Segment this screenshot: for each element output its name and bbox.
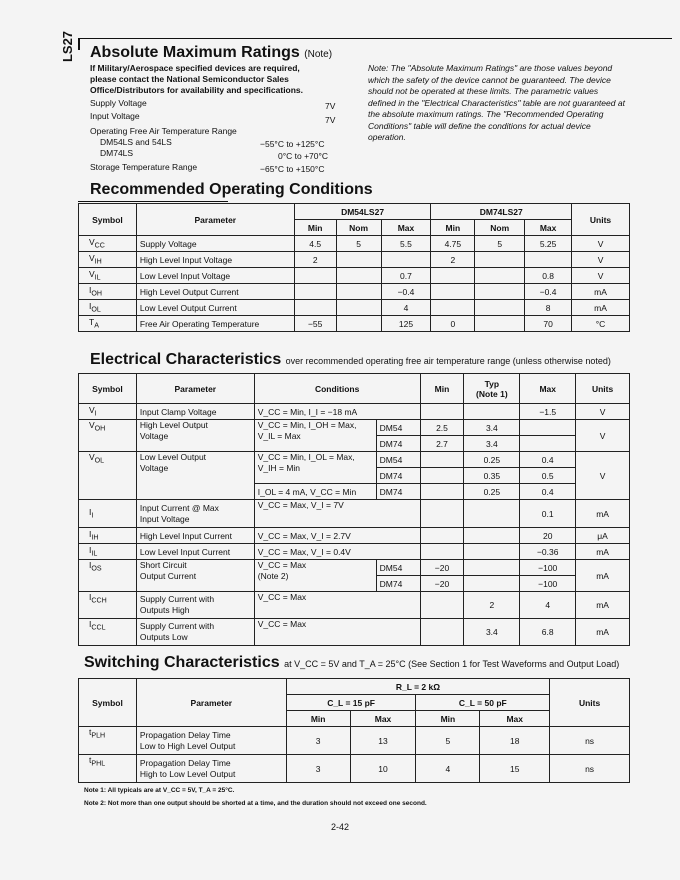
roc-header-dm74: DM74LS27 [431,204,572,220]
typ-cell: 0.35 [464,468,520,484]
rating-value: 0°C to +70°C [278,151,329,161]
condition-cell: I_OL = 4 mA, V_CC = Min [254,484,376,500]
sw-table [78,678,630,783]
table-row [79,755,630,783]
units-cell: mA [576,619,630,646]
typ-cell [464,544,520,560]
value-cell: 5.25 [525,236,572,252]
rating-value: 7V [325,101,336,111]
parameter-cell: Low Level Input Voltage [136,268,294,284]
units-cell: V [572,252,630,268]
condition-cell: V_CC = Min, I_OH = Max, V_IL = Max [254,420,376,452]
table-row [79,544,630,560]
symbol-cell: $I_{OH}$ [79,284,137,300]
value-cell: −0.4 [525,284,572,300]
sw-header-cl50: C_L = 50 pF [416,695,550,711]
table-row [79,528,630,544]
value-cell: 5 [475,236,525,252]
parameter-cell: Input Clamp Voltage [136,404,254,420]
symbol-cell: $V_I$ [79,404,137,420]
parameter-cell: High Level Input Current [136,528,254,544]
ec-header-symbol: Symbol [79,374,137,404]
symbol-cell: $I_{IL}$ [79,544,137,560]
device-cell: DM74 [376,436,420,452]
typ-cell: 0.25 [464,484,520,500]
mil-text-2: please contact the National Semiconductor Sales [90,74,289,84]
max-cell [520,436,576,452]
condition-cell: V_CC = Max [254,592,420,619]
device-cell: DM74 [376,468,420,484]
max-cell: 0.4 [520,484,576,500]
min-cell [420,484,464,500]
max-cell: 0.5 [520,468,576,484]
parameter-cell: Short Circuit Output Current [136,560,254,592]
value-cell: 0.8 [525,268,572,284]
ec-table [78,373,630,646]
condition-cell: V_CC = Max, V_I = 0.4V [254,544,420,560]
value-cell [525,252,572,268]
sw-header-min: Min [286,711,350,727]
device-cell: DM74 [376,484,420,500]
units-cell: V [576,404,630,420]
units-cell: mA [576,500,630,528]
value-cell [381,252,431,268]
footnote-2: Note 2: Not more than one output should be shorted at a time, and the duration should not exceed one second. [84,800,427,807]
typ-cell: 3.4 [464,420,520,436]
value-cell: 0 [431,316,475,332]
symbol-cell: $I_{CCL}$ [79,619,137,646]
roc-header-max: Max [381,220,431,236]
min-cell: −20 [420,576,464,592]
ec-header-max: Max [520,374,576,404]
rating-label: DM54LS and 54LS [100,137,172,147]
sw-header-rl: R_L = 2 kΩ [286,679,549,695]
value-cell [431,300,475,316]
value-cell [336,316,381,332]
typ-cell: 3.4 [464,619,520,646]
value-cell [475,300,525,316]
condition-cell: V_CC = Max, V_I = 7V [254,500,420,528]
min-cell: 2.5 [420,420,464,436]
value-cell: 5.5 [381,236,431,252]
parameter-cell: Low Level Input Current [136,544,254,560]
symbol-cell: $V_{CC}$ [79,236,137,252]
units-cell: V [576,452,630,500]
parameter-cell: Supply Current with Outputs High [136,592,254,619]
symbol-cell: $t_{PHL}$ [79,755,137,783]
min-cell: −20 [420,560,464,576]
roc-title: Recommended Operating Conditions [90,181,373,198]
ec-header-typ: Typ (Note 1) [464,374,520,404]
value-cell: 4.5 [294,236,336,252]
value-cell: 4.75 [431,236,475,252]
max-cell: 4 [520,592,576,619]
section-rule [78,201,228,202]
max-cell: 20 [520,528,576,544]
units-cell: mA [576,560,630,592]
condition-cell: V_CC = Min, I_OL = Max, V_IH = Min [254,452,376,484]
value-cell [336,268,381,284]
min-cell [420,544,464,560]
condition-cell: V_CC = Max (Note 2) [254,560,376,592]
min-cell [420,592,464,619]
units-cell: V [576,420,630,452]
table-row [79,619,630,646]
symbol-cell: $V_{OH}$ [79,420,137,452]
min-cell [420,500,464,528]
symbol-cell: $V_{IL}$ [79,268,137,284]
units-cell: ns [550,755,630,783]
parameter-cell: Input Current @ Max Input Voltage [136,500,254,528]
symbol-cell: $I_{CCH}$ [79,592,137,619]
typ-cell [464,500,520,528]
parameter-cell: Supply Voltage [136,236,294,252]
rating-label: Storage Temperature Range [90,162,198,172]
roc-header-min: Min [294,220,336,236]
sw-header-parameter: Parameter [136,679,286,727]
value-cell: 18 [480,727,550,755]
mil-text-1: If Military/Aerospace specified devices are required, [90,63,300,73]
table-row [79,236,630,252]
min-cell [420,468,464,484]
parameter-cell: Propagation Delay Time High to Low Level Output [136,755,286,783]
parameter-cell: High Level Output Current [136,284,294,300]
parameter-cell: Low Level Output Voltage [136,452,254,500]
parameter-cell: Propagation Delay Time Low to High Level Output [136,727,286,755]
typ-cell [464,528,520,544]
typ-cell: 3.4 [464,436,520,452]
max-cell: −0.36 [520,544,576,560]
condition-cell: V_CC = Max [254,619,420,646]
device-cell: DM54 [376,452,420,468]
sw-header-units: Units [550,679,630,727]
value-cell: 8 [525,300,572,316]
parameter-cell: Free Air Operating Temperature [136,316,294,332]
page-number: 2-42 [330,822,349,832]
symbol-cell: $I_I$ [79,500,137,528]
ec-header-min: Min [420,374,464,404]
units-cell: °C [572,316,630,332]
device-cell: DM54 [376,560,420,576]
value-cell: 4 [381,300,431,316]
rating-label: DM74LS [100,148,134,158]
value-cell: 2 [294,252,336,268]
symbol-cell: $I_{OS}$ [79,560,137,592]
units-cell: V [572,236,630,252]
roc-header-min: Min [431,220,475,236]
ec-header-units: Units [576,374,630,404]
condition-cell: V_CC = Max, V_I = 2.7V [254,528,420,544]
typ-cell [464,560,520,576]
table-row [79,284,630,300]
symbol-cell: $I_{IH}$ [79,528,137,544]
parameter-cell: High Level Output Voltage [136,420,254,452]
min-cell [420,404,464,420]
rating-label: Operating Free Air Temperature Range [90,126,237,136]
max-cell: 0.1 [520,500,576,528]
roc-table [78,203,630,332]
value-cell [336,252,381,268]
roc-header-nom: Nom [336,220,381,236]
units-cell: mA [576,592,630,619]
table-row [79,268,630,284]
symbol-cell: $V_{OL}$ [79,452,137,500]
roc-header-nom: Nom [475,220,525,236]
value-cell [475,284,525,300]
sw-header-symbol: Symbol [79,679,137,727]
sw-header-cl15: C_L = 15 pF [286,695,416,711]
units-cell: mA [572,284,630,300]
condition-cell: V_CC = Min, I_I = −18 mA [254,404,420,420]
rating-label: Input Voltage [90,111,140,121]
header-rule [78,38,672,39]
typ-cell: 2 [464,592,520,619]
table-row [79,300,630,316]
ec-title: Electrical Characteristics over recommended operating free air temperature range (unless otherwise noted) [90,351,611,368]
value-cell: 3 [286,755,350,783]
value-cell [475,252,525,268]
rating-value: −65°C to +150°C [260,164,325,174]
parameter-cell: High Level Input Voltage [136,252,294,268]
table-row [79,560,630,576]
max-cell: 6.8 [520,619,576,646]
table-row [79,452,630,468]
sw-header-max: Max [350,711,416,727]
sw-title: Switching Characteristics at V_CC = 5V and T_A = 25°C (See Section 1 for Test Waveforms and Output Load) [84,654,620,671]
units-cell: V [572,268,630,284]
units-cell: mA [576,544,630,560]
symbol-cell: $t_{PLH}$ [79,727,137,755]
table-row [79,252,630,268]
table-row [79,316,630,332]
max-cell: −100 [520,560,576,576]
symbol-cell: $I_{OL}$ [79,300,137,316]
header-rule-vertical [78,38,80,50]
roc-header-symbol: Symbol [79,204,137,236]
symbol-cell: $V_{IH}$ [79,252,137,268]
abs-max-title: Absolute Maximum Ratings (Note) [90,44,333,61]
value-cell: 125 [381,316,431,332]
value-cell [294,284,336,300]
value-cell [431,284,475,300]
value-cell [294,300,336,316]
value-cell [336,284,381,300]
min-cell [420,452,464,468]
device-cell: DM54 [376,420,420,436]
value-cell [336,300,381,316]
roc-header-parameter: Parameter [136,204,294,236]
roc-header-units: Units [572,204,630,236]
max-cell: −100 [520,576,576,592]
typ-cell [464,576,520,592]
roc-header-max: Max [525,220,572,236]
max-cell: −1.5 [520,404,576,420]
footnote-1: Note 1: All typicals are at V_CC = 5V, T_A = 25°C. [84,787,235,794]
units-cell: ns [550,727,630,755]
sw-header-max: Max [480,711,550,727]
value-cell: 2 [431,252,475,268]
mil-text-3: Office/Distributors for availability and specifications. [90,85,304,95]
value-cell: −55 [294,316,336,332]
value-cell: 5 [336,236,381,252]
value-cell: −0.4 [381,284,431,300]
min-cell: 2.7 [420,436,464,452]
table-row [79,727,630,755]
symbol-cell: $T_A$ [79,316,137,332]
parameter-cell: Supply Current with Outputs Low [136,619,254,646]
min-cell [420,528,464,544]
typ-cell: 0.25 [464,452,520,468]
ec-header-conditions: Conditions [254,374,420,404]
rating-value: 7V [325,115,336,125]
abs-max-note: Note: The "Absolute Maximum Ratings" are those values beyond which the safety of the device cannot be guaranteed. The device should not be operated at these limits. The parametric values defined in the "Electrical Characteristics" table are not guaranteed at the absolute maximum ratings. The "Recommended Operating Conditions" table will define the conditions for actual device operation. [368,63,625,142]
ec-header-parameter: Parameter [136,374,254,404]
max-cell [520,420,576,436]
typ-cell [464,404,520,420]
value-cell: 0.7 [381,268,431,284]
value-cell [475,268,525,284]
value-cell: 10 [350,755,416,783]
value-cell [294,268,336,284]
table-row [79,500,630,528]
roc-header-dm54: DM54LS27 [294,204,431,220]
value-cell: 4 [416,755,480,783]
value-cell: 70 [525,316,572,332]
min-cell [420,619,464,646]
table-row [79,420,630,436]
value-cell [475,316,525,332]
device-cell: DM74 [376,576,420,592]
value-cell: 13 [350,727,416,755]
side-tab: LS27 [60,30,76,63]
rating-value: −55°C to +125°C [260,139,325,149]
units-cell: mA [572,300,630,316]
parameter-cell: Low Level Output Current [136,300,294,316]
table-row [79,592,630,619]
max-cell: 0.4 [520,452,576,468]
table-row [79,404,630,420]
rating-label: Supply Voltage [90,98,147,108]
value-cell: 3 [286,727,350,755]
value-cell: 15 [480,755,550,783]
sw-header-min: Min [416,711,480,727]
units-cell: μA [576,528,630,544]
value-cell: 5 [416,727,480,755]
value-cell [431,268,475,284]
